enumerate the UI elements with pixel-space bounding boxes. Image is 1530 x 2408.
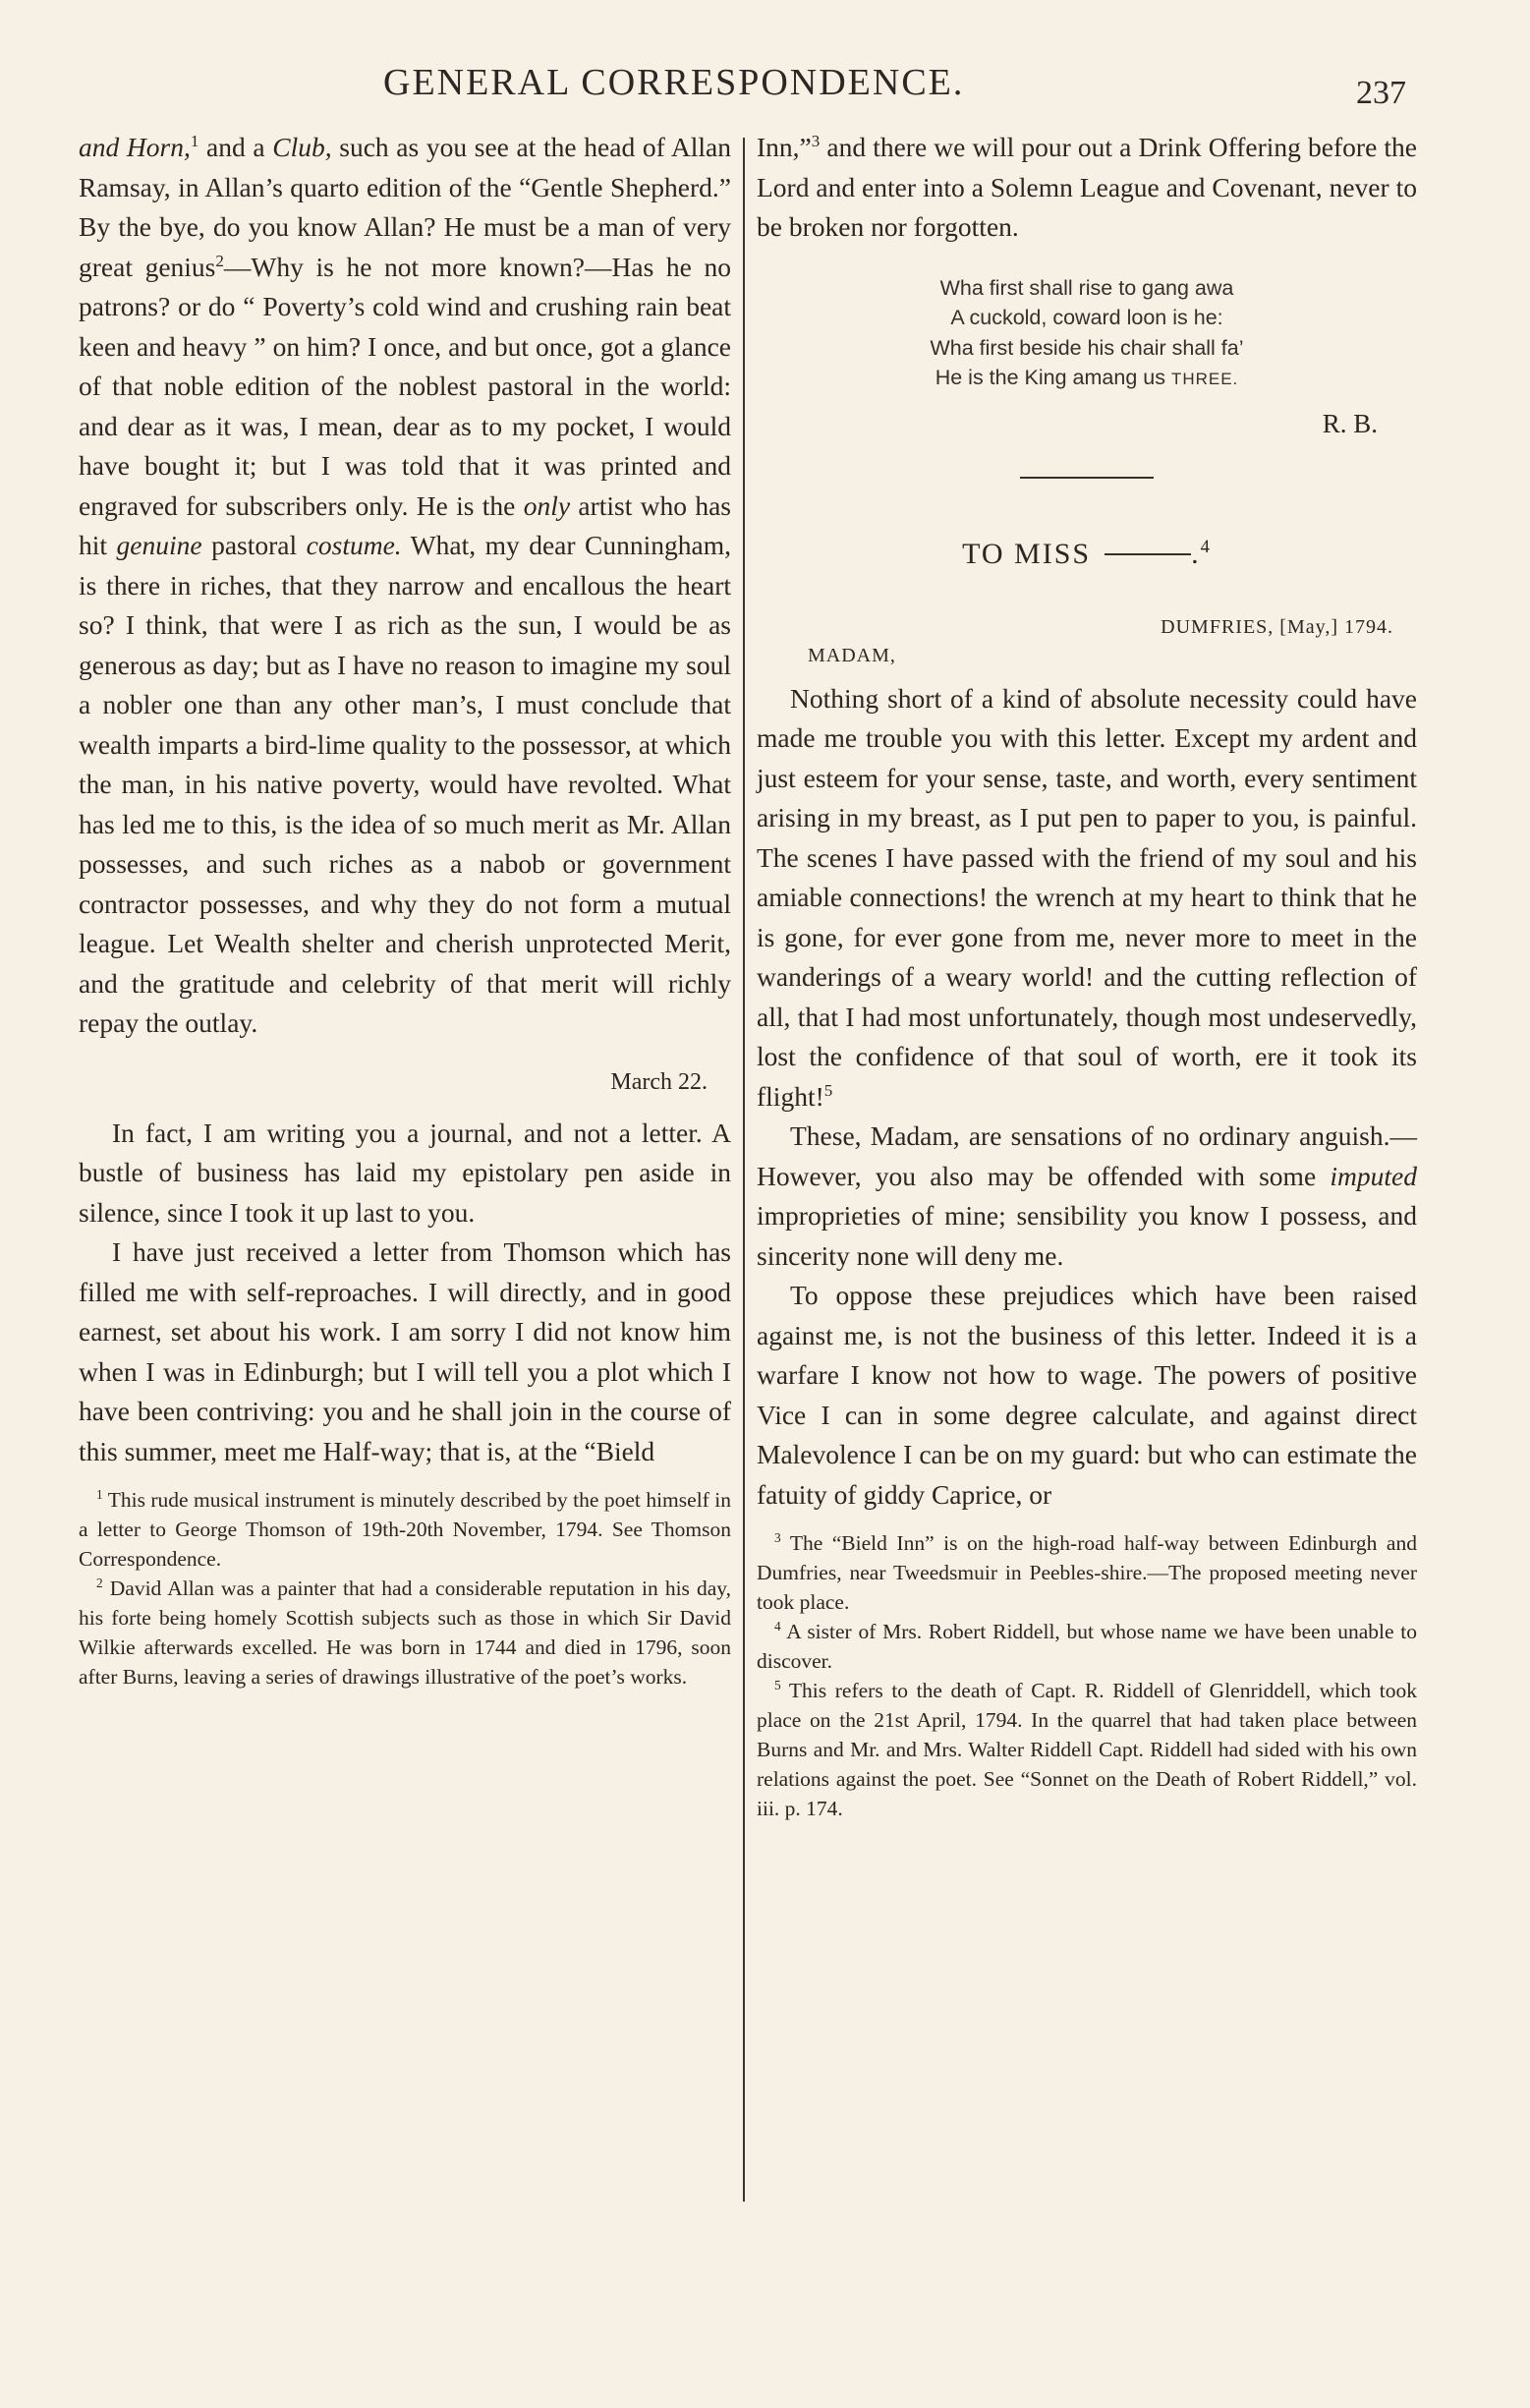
text-run: —Why is he not more known?—Has he no patrons? or do “ Poverty’s cold wind and crushing rain beat keen and heavy ” on him? I once, and but once, got a glance of that noble edition of the noblest pastoral in the world: and dear as it was, I mean, dear as to my pocket, I would have bought it; but I was told that it was printed and engraved for subscribers only. He is the [79, 251, 731, 521]
footnote-number: 5 [774, 1677, 781, 1692]
text-run: He is the King amang us [935, 366, 1171, 389]
page-number: 237 [1356, 75, 1406, 111]
footnote-2 [79, 1574, 731, 1691]
text-run: pastoral [201, 530, 307, 560]
italic-text: imputed [1330, 1160, 1417, 1191]
footnote-4 [757, 1617, 1417, 1676]
running-title: GENERAL CORRESPONDENCE. [383, 62, 965, 103]
salutation: MADAM, [808, 644, 896, 666]
text-run: artist who has hit [79, 489, 731, 560]
footnote-ref: 3 [811, 131, 821, 150]
footnote-number: 3 [774, 1529, 781, 1545]
footnotes-right [757, 1528, 1417, 1823]
poem-line: A cuckold, coward loon is he: [950, 306, 1223, 329]
footnote-text: This refers to the death of Capt. R. Riddell of Glenriddell, which took place on the 21st April, 1794. In the quarrel that had taken place between Burns and Mr. and Mrs. Walter Riddell Capt. Riddell had sided with his own relations against the poet. See “Sonnet on the Death of Robert Riddell,” vol. iii. p. 174. [757, 1679, 1417, 1820]
paragraph-prejudices: To oppose these prejudices which have been raised against me, is not the business of this letter. Indeed it is a warfare I know not how to wage. The powers of positive Vice I can in some degree calculate, and against direct Malevolence I can be on my guard: but who can estimate the fatuity of giddy Caprice, or [757, 1280, 1417, 1510]
paragraph-journal: In fact, I am writing you a journal, and not a letter. A bustle of business has laid my epistolary pen aside in silence, since I took it up last to you. [79, 1117, 731, 1228]
italic-text: only [523, 489, 571, 521]
footnote-ref: 1 [190, 131, 199, 150]
entry-date: March 22. [610, 1068, 708, 1095]
italic-text: and Horn, [79, 132, 191, 162]
text-run: such as you see at the head of Allan Ramsay, in Allan’s quarto edition of the “Gentle Shepherd.” By the bye, do you know Allan? He must be a man of very great genius [79, 132, 731, 282]
page-header [0, 61, 1530, 120]
footnote-text: A sister of Mrs. Robert Riddell, but whose name we have been unable to discover. [757, 1620, 1417, 1673]
paragraph-allan [79, 128, 731, 1044]
footnote-1 [79, 1485, 731, 1574]
footnote-text: This rude musical instrument is minutely described by the poet himself in a letter to George Thomson of 19th-20th November, 1794. See Thomson Correspondence. [79, 1488, 731, 1571]
small-caps-text: THREE. [1170, 370, 1239, 388]
paragraph-necessity [757, 679, 1417, 1118]
poem-line: Wha first shall rise to gang awa [939, 275, 1234, 300]
section-rule [1020, 477, 1154, 479]
footnotes-left [79, 1485, 731, 1691]
footnote-number: 1 [96, 1486, 103, 1502]
footnote-text: The “Bield Inn” is on the high-road half-way between Edinburgh and Dumfries, near Tweedsmuir in Peebles-shire.—The proposed meeting never took place. [757, 1531, 1417, 1614]
footnote-ref: 4 [1200, 536, 1212, 557]
text-run: These, Madam, are sensations of no ordinary anguish.—However, you also may be offended with some [757, 1120, 1417, 1191]
heading-period: . [1191, 537, 1201, 570]
poem-line: Wha first beside his chair shall fa’ [930, 335, 1244, 360]
left-column [79, 128, 731, 1691]
right-column [757, 128, 1417, 1823]
letter-heading [757, 538, 1417, 577]
text-run: Nothing short of a kind of absolute necessity could have made me trouble you with this letter. Except my ardent and just esteem for your sense, taste, and worth, every sentiment arising in my breast, as I put pen to paper to you, is painful. The scenes I have passed with the friend of my soul and his amiable connections! the wrench at my heart to think that he is gone, for ever gone from me, never more to meet in the wanderings of a weary world! and the cutting reflection of all, that I had most unfortunately, though most undeservedly, lost the confidence of that soul of worth, ere it took its flight! [757, 682, 1417, 1112]
italic-text: costume. [306, 530, 402, 560]
text-run: improprieties of mine; sensibility you know I possess, and sincerity none will deny me. [757, 1200, 1417, 1271]
paragraph-thomson: I have just received a letter from Thomson which has filled me with self-reproaches. I will directly, and in good earnest, set about his work. I am sorry I did not know him when I was in Edinburgh; but I will tell you a plot which I have been contriving: you and he shall join in the course of this summer, meet me Half-way; that is, at the “Bield [79, 1236, 731, 1466]
letter-dateline: DUMFRIES, [May,] 1794. [1161, 615, 1393, 638]
footnote-3 [757, 1528, 1417, 1617]
poem-line [757, 363, 1417, 395]
footnote-text: David Allan was a painter that had a considerable reputation in his day, his forte being homely Scottish subjects such as those in which Sir David Wilkie afterwards excelled. He was born in 1744 and died in 1796, soon after Burns, leaving a series of drawings illustrative of the poet’s works. [79, 1577, 732, 1689]
heading-text: TO MISS [962, 537, 1092, 570]
signature: R. B. [1322, 408, 1378, 438]
italic-text: genuine [116, 530, 202, 560]
italic-text: Club, [272, 132, 332, 162]
paragraph-bield-inn [757, 128, 1417, 248]
footnote-number: 4 [774, 1618, 781, 1634]
paragraph-anguish [757, 1117, 1417, 1276]
column-divider [743, 138, 745, 2202]
footnote-number: 2 [96, 1575, 103, 1590]
text-run: and a [198, 132, 273, 162]
text-run: What, my dear Cunningham, is there in riches, that they narrow and encallous the heart so? I think, that were I as rich as the sun, I would be as generous as day; but as I have no reason to imagine my soul a nobler one than any other man’s, I must conclude that wealth imparts a bird-lime quality to the possessor, at which the man, in his native poverty, would have revolted. What has led me to this, is the idea of so much merit as Mr. Allan possesses, and such riches as a nabob or government contractor possesses, and why they do not form a mutual league. Let Wealth shelter and cherish unprotected Merit, and the gratitude and celebrity of that merit will richly repay the outlay. [79, 530, 731, 1038]
text-run: Inn,” [757, 132, 812, 162]
footnote-ref: 2 [215, 251, 224, 270]
name-blank [1105, 553, 1191, 555]
footnote-ref: 5 [823, 1080, 833, 1100]
poem-stanza [757, 273, 1417, 395]
text-run: and there we will pour out a Drink Offering before the Lord and enter into a Solemn League and Covenant, never to be broken nor forgotten. [757, 132, 1417, 242]
footnote-5 [757, 1676, 1417, 1823]
